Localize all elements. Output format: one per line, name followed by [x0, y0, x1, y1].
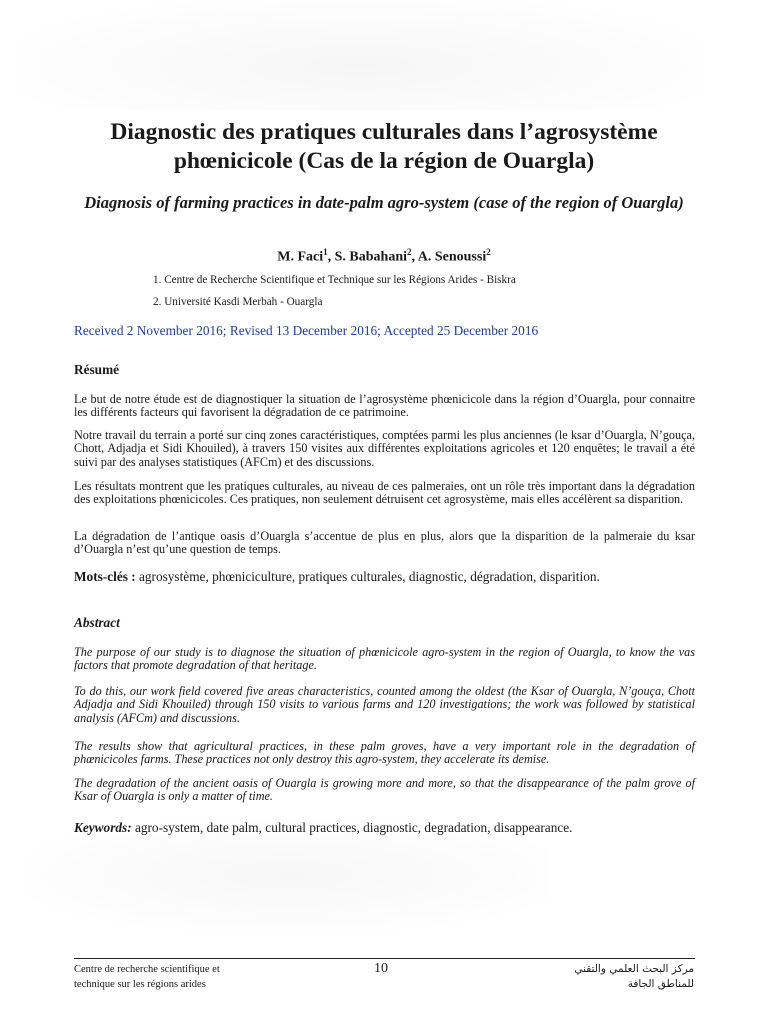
- footer-institution-ar: [474, 962, 694, 992]
- author-affiliation-mark: 1: [323, 247, 328, 257]
- author-list: M. Faci$^1$, S. Babahani$^2$, A. Senoussi$^2$: [277, 247, 491, 265]
- abstract-keywords: [74, 820, 695, 836]
- resume-paragraph: La dégradation de l’antique oasis d’Ouargla s’accentue de plus en plus, alors que la disparition de la palmeraie du ksar d’Ouargla n’est qu’une question de temps.: [74, 529, 695, 557]
- background-watermark: [30, 820, 550, 930]
- footer-line: للمناطق الجافة: [627, 978, 694, 990]
- footer-institution-fr: [74, 962, 294, 992]
- keywords-text: agro-system, date palm, cultural practices, diagnostic, degradation, disappearance.: [134, 820, 573, 835]
- keywords-label: Keywords:: [74, 820, 132, 835]
- author-affiliation-mark: 2: [486, 247, 491, 257]
- resume-paragraph: Notre travail du terrain a porté sur cinq zones caractéristiques, comptées parmi les plus anciennes (le ksar d’Ouargla, N’gouça, Chott, Adjadja et Sidi Khouiled), à travers 150 visites aux différentes exploitations agricoles et 120 enquêtes; le travail a été suivi par des analyses statistiques (AFCm) et des discussions.: [74, 428, 695, 469]
- page-number: 10: [374, 961, 388, 976]
- abstract-heading: Abstract: [74, 615, 120, 630]
- paper-title: Diagnostic des pratiques culturales dans l’agrosystème phœnicicole (Cas de la région de Ouargla): [110, 119, 658, 174]
- author-name: S. Babahani: [334, 249, 408, 265]
- footer-divider: [74, 958, 695, 959]
- abstract-paragraph: The results show that agricultural practices, in these palm groves, have a very important role in the degradation of phœnicicoles farms. These practices not only destroy this agro-system, they accelerate its demise.: [74, 739, 695, 767]
- paper-subtitle: Diagnosis of farming practices in date-palm agro-system (case of the region of Ouargla): [84, 193, 684, 212]
- affiliation-1: 1. Centre de Recherche Scientifique et Technique sur les Régions Arides - Biskra: [153, 274, 516, 286]
- abstract-paragraph: The purpose of our study is to diagnose the situation of phœnicicole agro-system in the region of Ouargla, to know the vas factors that promote degradation of that heritage.: [74, 645, 695, 673]
- author-name: A. Senoussi: [417, 249, 487, 265]
- footer-line: مركز البحث العلمي والتقني: [574, 963, 694, 975]
- abstract-paragraph: The degradation of the ancient oasis of Ouargla is growing more and more, so that the disappearance of the palm grove of Ksar of Ouargla is only a matter of time.: [74, 776, 695, 804]
- keywords-label: Mots-clés :: [74, 569, 136, 584]
- header-watermark: [20, 0, 700, 110]
- keywords-text: agrosystème, phœniciculture, pratiques culturales, diagnostic, dégradation, disparition.: [138, 569, 600, 584]
- footer-line: technique sur les régions arides: [74, 979, 206, 990]
- affiliation-2: 2. Université Kasdi Merbah - Ouargla: [153, 296, 323, 308]
- footer-line: Centre de recherche scientifique et: [74, 964, 220, 975]
- abstract-paragraph: To do this, our work field covered five areas characteristics, counted among the oldest (the Ksar of Ouargla, N’gouça, Chott Adjadja and Sidi Khouiled) through 150 visits to various farms and 120 investigations; the work was followed by statistical analysis (AFCm) and discussions.: [74, 684, 695, 725]
- author-name: M. Faci: [277, 249, 324, 265]
- resume-paragraph: Le but de notre étude est de diagnostiquer la situation de l’agrosystème phœnicicole dans la région d’Ouargla, pour connaitre les différents facteurs qui favorisent la dégradation de ce patrimoine.: [74, 392, 695, 420]
- received-dates: Received 2 November 2016; Revised 13 December 2016; Accepted 25 December 2016: [74, 323, 539, 338]
- author-affiliation-mark: 2: [407, 247, 412, 257]
- resume-heading: Résumé: [74, 362, 120, 377]
- resume-paragraph: Les résultats montrent que les pratiques culturales, au niveau de ces palmeraies, ont un rôle très important dans la dégradation des exploitations phœnicicoles. Ces pratiques, non seulement détruisent cet agrosystème, mais elles accélèrent sa disparition.: [74, 479, 695, 507]
- resume-keywords: [74, 569, 695, 585]
